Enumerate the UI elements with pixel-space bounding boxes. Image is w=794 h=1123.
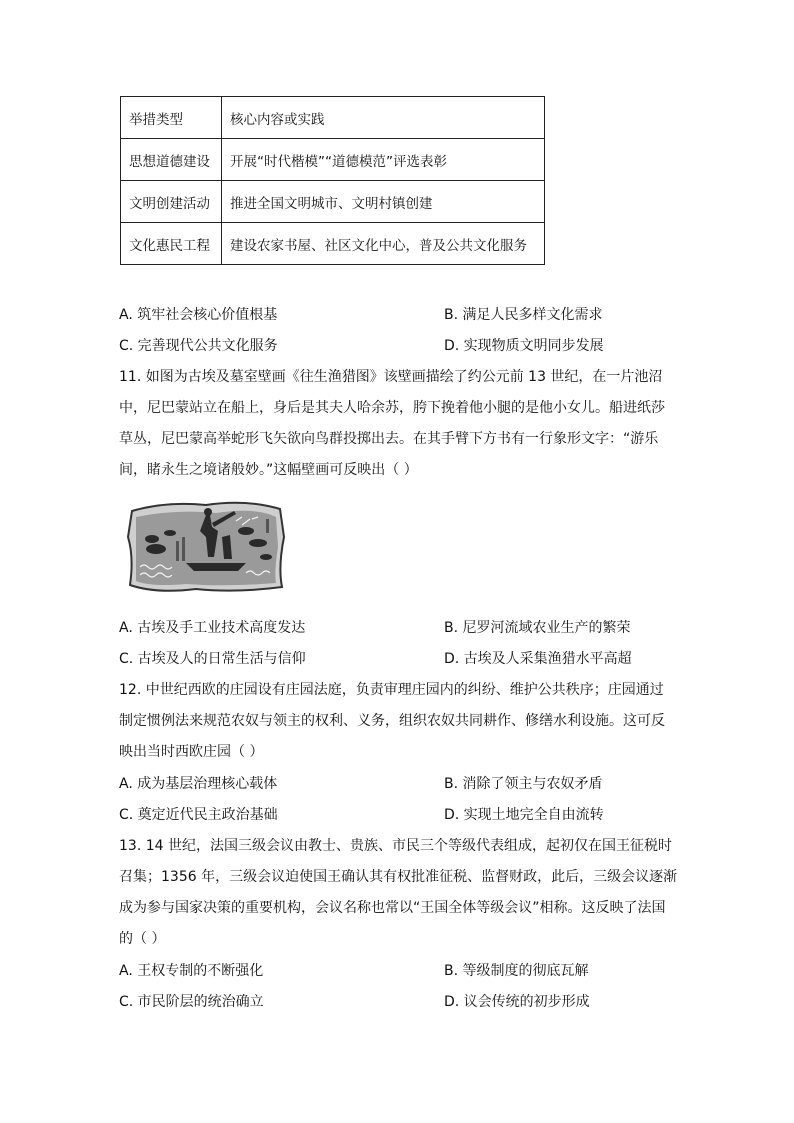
q11-stem-line: 中，尼巴蒙站立在船上，身后是其夫人哈余苏，胯下挽着他小腿的是他小女儿。船进纸莎 bbox=[119, 400, 665, 416]
table-cell: 建设农家书屋、社区文化中心，普及公共文化服务 bbox=[222, 223, 545, 265]
q10-option-d: D. 实现物质文明同步发展 bbox=[444, 338, 604, 354]
q12-option-b: B. 消除了领主与农奴矛盾 bbox=[444, 776, 603, 792]
q12-stem-line: 映出当时西欧庄园（ ） bbox=[119, 744, 264, 760]
q12-option-d: D. 实现土地完全自由流转 bbox=[444, 807, 604, 823]
q11-option-b: B. 尼罗河流域农业生产的繁荣 bbox=[444, 620, 631, 636]
q13-option-c: C. 市民阶层的统治确立 bbox=[119, 994, 264, 1010]
q13-option-a: A. 王权专制的不断强化 bbox=[119, 963, 264, 979]
q10-option-b: B. 满足人民多样文化需求 bbox=[444, 307, 603, 323]
measures-table bbox=[120, 96, 545, 265]
q11-stem-line: 间，睹永生之境诸般妙。”这幅壁画可反映出（ ） bbox=[119, 462, 418, 478]
q11-option-a: A. 古埃及手工业技术高度发达 bbox=[119, 620, 306, 636]
q11-option-c: C. 古埃及人的日常生活与信仰 bbox=[119, 651, 306, 667]
q13-option-d: D. 议会传统的初步形成 bbox=[444, 994, 590, 1010]
table-row bbox=[121, 223, 545, 265]
table-row bbox=[121, 97, 545, 139]
tomb-mural-image bbox=[126, 497, 286, 595]
q10-option-c: C. 完善现代公共文化服务 bbox=[119, 338, 278, 354]
q11-stem-line: 草丛，尼巴蒙高举蛇形飞矢欲向鸟群投掷出去。在其手臂下方书有一行象形文字：“游乐 bbox=[119, 431, 659, 447]
table-cell: 举措类型 bbox=[121, 97, 222, 139]
q11-option-d: D. 古埃及人采集渔猎水平高超 bbox=[444, 651, 632, 667]
q12-option-c: C. 奠定近代民主政治基础 bbox=[119, 807, 278, 823]
q12-stem-line: 制定惯例法来规范农奴与领主的权利、义务，组织农奴共同耕作、修缮水利设施。这可反 bbox=[119, 713, 665, 729]
q13-stem-line: 的（ ） bbox=[119, 931, 166, 947]
q12-option-a: A. 成为基层治理核心载体 bbox=[119, 776, 278, 792]
q11-stem-line: 11. 如图为古埃及墓室壁画《往生渔猎图》该壁画描绘了约公元前 13 世纪，在一片池沼 bbox=[119, 369, 663, 385]
q13-stem-line: 13. 14 世纪，法国三级会议由教士、贵族、市民三个等级代表组成，起初仅在国王征税时 bbox=[119, 838, 672, 854]
q13-option-b: B. 等级制度的彻底瓦解 bbox=[444, 963, 589, 979]
q13-stem-line: 召集；1356 年，三级会议迫使国王确认其有权批准征税、监督财政，此后，三级会议逐渐 bbox=[119, 869, 678, 885]
table-cell: 核心内容或实践 bbox=[222, 97, 545, 139]
q12-stem-line: 12. 中世纪西欧的庄园设有庄园法庭，负责审理庄园内的纠纷、维护公共秩序；庄园通过 bbox=[119, 682, 664, 698]
table-cell: 文化惠民工程 bbox=[121, 223, 222, 265]
table-cell: 文明创建活动 bbox=[121, 181, 222, 223]
q13-stem-line: 成为参与国家决策的重要机构，会议名称也常以“王国全体等级会议”相称。这反映了法国 bbox=[119, 900, 666, 916]
table-cell: 开展“时代楷模”“道德模范”评选表彰 bbox=[222, 139, 545, 181]
table-row bbox=[121, 139, 545, 181]
table-cell: 推进全国文明城市、文明村镇创建 bbox=[222, 181, 545, 223]
table-cell: 思想道德建设 bbox=[121, 139, 222, 181]
table-row bbox=[121, 181, 545, 223]
q10-option-a: A. 筑牢社会核心价值根基 bbox=[119, 307, 278, 323]
